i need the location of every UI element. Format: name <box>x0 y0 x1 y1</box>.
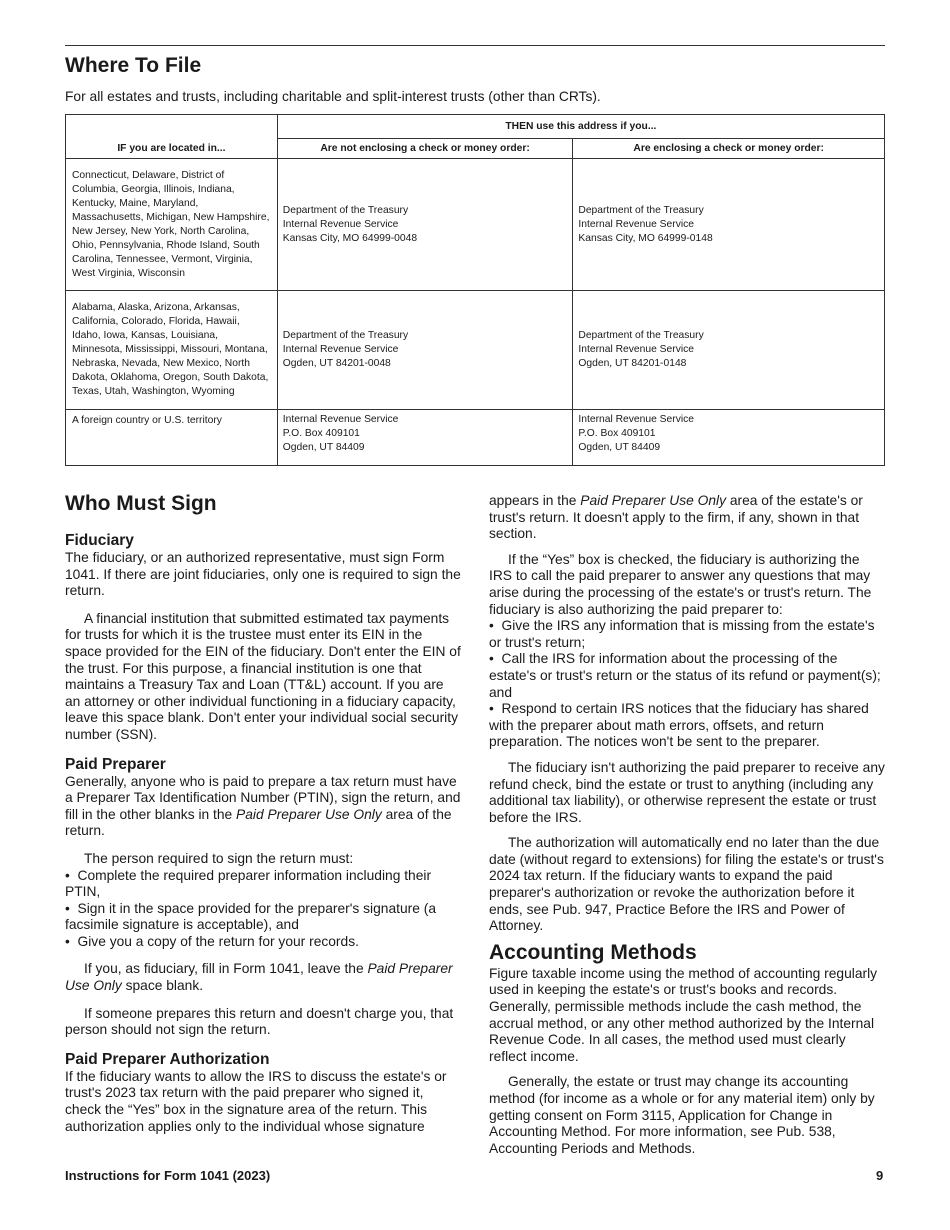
bullet-item: • Sign it in the space provided for the preparer's signature (a facsimile signature is acceptable), and <box>65 901 461 934</box>
paragraph <box>65 774 461 840</box>
header-location: IF you are located in... <box>66 115 278 159</box>
address-check <box>573 159 885 291</box>
address-line: Department of the Treasury <box>282 204 409 216</box>
where-to-file-table <box>65 114 885 466</box>
states-cell: Connecticut, Delaware, District of Columbia, Georgia, Illinois, Indiana, Kentucky, Maine, Maryland, Massachusetts, Michigan, New Hampshire, New Jersey, New York, North Carolina, Ohio, Pennsylvania, Rhode Island, South Carolina, Tennessee, Vermont, Virginia, West Virginia, Wisconsin <box>66 159 278 291</box>
address-line: Ogden, UT 84201-0048 <box>282 358 391 369</box>
accounting-methods-heading: Accounting Methods <box>489 940 697 964</box>
address-no-check <box>277 410 573 466</box>
address-line: Ogden, UT 84201-0148 <box>578 358 687 369</box>
address-line: Department of the Treasury <box>282 330 409 341</box>
text-run: space blank. <box>121 978 204 994</box>
header-check: Are enclosing a check or money order: <box>573 139 885 159</box>
paragraph <box>65 961 461 994</box>
address-line: P.O. Box 409101 <box>578 428 656 439</box>
paragraph: The authorization will automatically end no later than the due date (without regard to extensions) for filing the estate's or trust's 2024 tax return. If the fiduciary wants to expand the paid preparer's authorization or revoke the authorization before it ends, see Pub. 947, Practice Before the IRS and Power of Attorney. <box>489 835 884 934</box>
footer-title: Instructions for Form 1041 (2023) <box>65 1168 271 1183</box>
table-row <box>66 159 885 291</box>
address-line: Kansas City, MO 64999-0048 <box>282 232 418 244</box>
who-must-sign-heading: Who Must Sign <box>65 492 217 515</box>
states-cell: Alabama, Alaska, Arizona, Arkansas, California, Colorado, Florida, Hawaii, Idaho, Iowa, Kansas, Louisiana, Minnesota, Mississippi, Missouri, Montana, Nebraska, Nevada, New Mexico, North Dakota, Oklahoma, Oregon, South Dakota, Texas, Utah, Washington, Wyoming <box>66 291 278 410</box>
paragraph: If the fiduciary wants to allow the IRS to discuss the estate's or trust's 2023 tax return with the paid preparer who signed it, check the “Yes” box in the signature area of the return. This authorization applies only to the individual whose signature <box>65 1068 447 1134</box>
paragraph: The person required to sign the return must: <box>84 850 354 866</box>
top-rule <box>65 45 885 46</box>
paid-preparer-heading: Paid Preparer <box>65 755 166 773</box>
right-column <box>489 493 886 1157</box>
paid-preparer-authorization-heading: Paid Preparer Authorization <box>65 1050 270 1068</box>
address-line: Department of the Treasury <box>578 330 704 341</box>
address-check <box>573 291 885 410</box>
address-no-check <box>277 159 573 291</box>
fiduciary-heading: Fiduciary <box>65 532 134 549</box>
address-line: Department of the Treasury <box>578 204 704 216</box>
address-line: Ogden, UT 84409 <box>578 442 661 453</box>
paragraph <box>489 493 886 543</box>
text-run: area of the estate's or trust's return. It doesn't apply to the firm, if any, shown in that section. <box>489 493 863 542</box>
text-run: appears in the <box>489 493 581 508</box>
paragraph: Generally, the estate or trust may change its accounting method (for income as a whole or for any material item) only by getting consent on Form 3115, Application for Change in Accounting Method. For more information, see Pub. 538, Accounting Periods and Methods. <box>489 1074 875 1156</box>
address-line: Internal Revenue Service <box>282 218 399 230</box>
address-line: Internal Revenue Service <box>282 414 399 425</box>
address-line: Ogden, UT 84409 <box>282 442 365 453</box>
address-line: Internal Revenue Service <box>578 344 695 355</box>
address-line: Kansas City, MO 64999-0148 <box>578 232 713 244</box>
where-to-file-heading: Where To File <box>65 54 202 77</box>
address-line: Internal Revenue Service <box>578 414 695 425</box>
italic-text: Paid Preparer Use Only <box>65 961 453 994</box>
paragraph: The fiduciary, or an authorized representative, must sign Form 1041. If there are joint fiduciaries, only one is required to sign the return. <box>65 550 461 599</box>
address-line: Internal Revenue Service <box>282 344 399 355</box>
address-no-check <box>277 291 573 410</box>
bullet-item: • Complete the required preparer information including their PTIN, <box>65 868 461 901</box>
header-then: THEN use this address if you... <box>277 115 884 139</box>
left-column <box>65 491 461 1135</box>
paragraph: A financial institution that submitted estimated tax payments for trusts for which it is the trustee must enter its EIN in the space provided for the EIN of the fiduciary. Don't enter the EIN of the trust. For this purpose, a financial institution is one that maintains a Treasury Tax and Loan (TT&L) account. If you are an attorney or other individual functioning in a fiduciary capacity, leave this space blank. Don't enter your individual social security number (SSN). <box>65 610 461 742</box>
header-no-check: Are not enclosing a check or money order: <box>277 139 573 159</box>
where-to-file-intro: For all estates and trusts, including charitable and split-interest trusts (other than CRTs). <box>65 89 601 104</box>
page-number: 9 <box>876 1168 884 1183</box>
italic-text: Paid Preparer Use Only <box>580 493 726 508</box>
paragraph: The fiduciary isn't authorizing the paid preparer to receive any refund check, bind the estate or trust to anything (including any additional tax liability), or otherwise represent the estate or trust before the IRS. <box>489 759 885 825</box>
bullet-item: • Give you a copy of the return for your records. <box>65 934 461 951</box>
table-row <box>66 410 885 466</box>
table-row <box>66 291 885 410</box>
italic-text: Paid Preparer Use Only <box>236 806 382 822</box>
address-line: P.O. Box 409101 <box>282 428 360 439</box>
paragraph: Figure taxable income using the method of accounting regularly used in keeping the estate's or trust's books and records. Generally, permissible methods include the cash method, the accrual method, or any other method authorized by the Internal Revenue Code. In all cases, the method used must clearly reflect income. <box>489 965 878 1064</box>
text-run: area of the return. <box>65 806 452 839</box>
text-run: If you, as fiduciary, fill in Form 1041, leave the <box>84 961 368 977</box>
states-cell: A foreign country or U.S. territory <box>66 410 278 466</box>
bullet-item: • Give the IRS any information that is missing from the estate's or trust's return; <box>489 618 886 651</box>
paragraph: If someone prepares this return and doesn't charge you, that person should not sign the return. <box>65 1005 454 1038</box>
bullet-item: • Call the IRS for information about the processing of the estate's or trust's return or the status of its refund or payment(s); and <box>489 651 886 701</box>
paragraph: If the “Yes” box is checked, the fiduciary is authorizing the IRS to call the paid preparer to answer any questions that may arise during the processing of the estate's or trust's return. The fiduciary is also authorizing the paid preparer to: <box>489 551 872 617</box>
text-run: Generally, anyone who is paid to prepare a tax return must have a Preparer Tax Identification Number (PTIN), sign the return, and fill in the other blanks in the <box>65 773 461 822</box>
bullet-item: • Respond to certain IRS notices that the fiduciary has shared with the preparer about math errors, offsets, and return preparation. The notices won't be sent to the preparer. <box>489 701 886 751</box>
address-line: Internal Revenue Service <box>578 218 695 230</box>
address-check <box>573 410 885 466</box>
